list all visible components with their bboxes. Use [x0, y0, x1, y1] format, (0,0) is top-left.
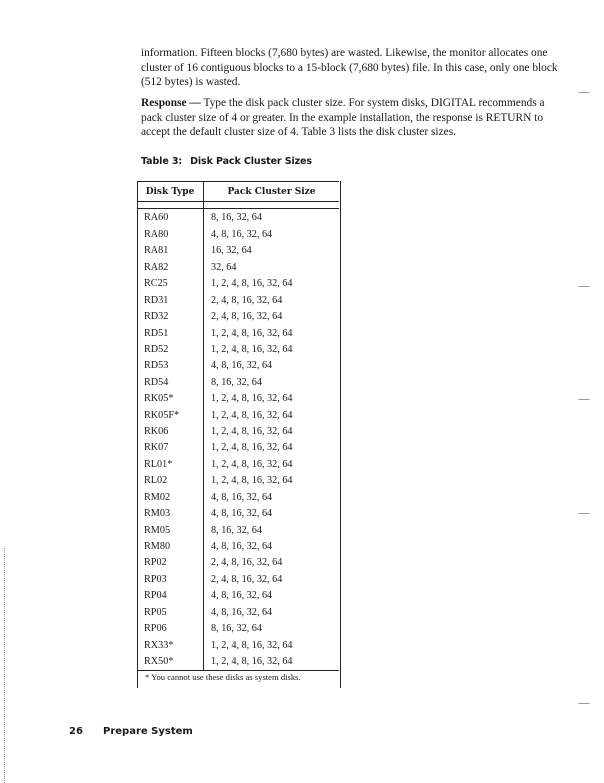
disk-type-cell: RL02 [137, 473, 204, 489]
cluster-size-cell: 2, 4, 8, 16, 32, 64 [211, 294, 283, 306]
table-row [137, 490, 339, 506]
cluster-size-cell: 1, 2, 4, 8, 16, 32, 64 [211, 442, 293, 454]
column-header-cluster-size: Pack Cluster Size [204, 182, 340, 202]
table-caption-number: Table 3: [141, 156, 183, 167]
disk-type-cell: RD31 [137, 293, 204, 309]
cluster-size-cell: 1, 2, 4, 8, 16, 32, 64 [211, 343, 293, 355]
cluster-size-cell: 32, 64 [211, 261, 237, 273]
table-footnote: * You cannot use these disks as system disks. [145, 672, 301, 682]
page-footer [69, 726, 193, 737]
disk-type-cell: RP06 [137, 621, 204, 637]
table-row [137, 358, 339, 374]
disk-type-cell: RK07 [137, 440, 204, 456]
margin-mark: — [578, 392, 590, 406]
cluster-size-cell: 4, 8, 16, 32, 64 [211, 360, 273, 372]
disk-type-cell: RD32 [137, 309, 204, 325]
disk-type-cell: RC25 [137, 276, 204, 292]
cluster-size-cell: 2, 4, 8, 16, 32, 64 [211, 557, 283, 569]
table-row [137, 457, 339, 473]
cluster-size-cell: 16, 32, 64 [211, 245, 252, 257]
response-text: Type the disk pack cluster size. For system disks, DIGITAL recommends a pack cluster size of 4 or greater. In the example installation, the response is RETURN to accept the default cluster size of 4. Table 3 lists the disk cluster sizes. [141, 97, 545, 139]
table-row [137, 260, 339, 276]
margin-mark: — [578, 696, 590, 710]
table-row [137, 473, 339, 489]
cluster-size-cell: 4, 8, 16, 32, 64 [211, 590, 273, 602]
disk-type-cell: RM05 [137, 523, 204, 539]
disk-type-cell: RP05 [137, 605, 204, 621]
cluster-size-cell: 4, 8, 16, 32, 64 [211, 606, 273, 618]
cluster-size-cell: 4, 8, 16, 32, 64 [211, 229, 273, 240]
disk-type-cell: RA80 [137, 227, 204, 243]
column-header-disk-type: Disk Type [137, 182, 204, 202]
cluster-size-cell: 1, 2, 4, 8, 16, 32, 64 [204, 654, 340, 671]
margin-mark: — [578, 279, 590, 293]
cluster-size-cell: 1, 2, 4, 8, 16, 32, 64 [211, 327, 293, 339]
table-row [137, 326, 339, 342]
disk-type-cell: RX50* [137, 654, 204, 671]
disk-type-cell: RL01* [137, 457, 204, 473]
table-row [137, 375, 339, 391]
disk-type-cell: RD52 [137, 342, 204, 358]
cluster-size-cell: 4, 8, 16, 32, 64 [211, 541, 273, 553]
disk-type-cell: RD54 [137, 375, 204, 391]
table-row [137, 506, 339, 522]
cluster-size-cell: 8, 16, 32, 64 [211, 623, 262, 635]
table-row [137, 539, 339, 555]
disk-type-cell: RD51 [137, 326, 204, 342]
cluster-size-cell: 1, 2, 4, 8, 16, 32, 64 [211, 426, 293, 438]
table-row [137, 555, 339, 571]
table-row [137, 342, 339, 358]
table-row [137, 424, 339, 440]
table-row [137, 572, 339, 588]
table-caption [141, 156, 312, 167]
disk-type-cell: RK06 [137, 424, 204, 440]
page-number: 26 [69, 726, 83, 737]
cluster-size-cell: 2, 4, 8, 16, 32, 64 [211, 311, 283, 323]
disk-type-cell: RA81 [137, 243, 204, 259]
disk-type-cell: RX33* [137, 638, 204, 654]
disk-type-cell: RK05F* [137, 408, 204, 424]
table-body [137, 202, 339, 671]
cluster-size-cell: 1, 2, 4, 8, 16, 32, 64 [211, 639, 293, 651]
cluster-size-cell: 8, 16, 32, 64 [211, 524, 262, 536]
cluster-size-cell: 1, 2, 4, 8, 16, 32, 64 [211, 278, 293, 290]
disk-type-cell: RM03 [137, 506, 204, 522]
table-row [137, 243, 339, 259]
disk-type-cell: RP03 [137, 572, 204, 588]
margin-mark: — [578, 85, 590, 99]
disk-type-cell: RM80 [137, 539, 204, 555]
table-caption-title: Disk Pack Cluster Sizes [190, 156, 312, 167]
cluster-size-cell: 4, 8, 16, 32, 64 [211, 491, 273, 503]
table-row [137, 408, 339, 424]
table-row [137, 309, 339, 325]
table-row [137, 605, 339, 621]
table-row [137, 523, 339, 539]
cluster-size-cell: 4, 8, 16, 32, 64 [211, 508, 273, 520]
table-row [137, 293, 339, 309]
table-row [137, 209, 339, 228]
table-row [137, 227, 339, 243]
cluster-size-cell: 8, 16, 32, 64 [211, 212, 262, 223]
response-term: Response — [141, 97, 201, 109]
margin-mark: — [578, 506, 590, 520]
disk-cluster-table [137, 181, 339, 671]
table-row [137, 638, 339, 654]
disk-type-cell: RM02 [137, 490, 204, 506]
disk-type-cell: RA60 [137, 209, 204, 228]
table-header-row [137, 182, 339, 202]
cluster-size-cell: 1, 2, 4, 8, 16, 32, 64 [211, 393, 293, 405]
disk-type-cell: RP04 [137, 588, 204, 604]
disk-type-cell: RD53 [137, 358, 204, 374]
cluster-size-cell: 8, 16, 32, 64 [211, 376, 262, 388]
footer-section-title: Prepare System [103, 726, 193, 737]
disk-type-cell: RK05* [137, 391, 204, 407]
cluster-size-cell: 2, 4, 8, 16, 32, 64 [211, 573, 283, 585]
binding-edge-rule [4, 548, 5, 783]
table-row [137, 588, 339, 604]
disk-type-cell: RP02 [137, 555, 204, 571]
response-paragraph [141, 96, 561, 140]
table-row [137, 391, 339, 407]
disk-type-cell: RA82 [137, 260, 204, 276]
cluster-size-cell: 1, 2, 4, 8, 16, 32, 64 [211, 475, 293, 487]
table-row [137, 276, 339, 292]
table-header-gap [137, 202, 339, 209]
table-row [137, 621, 339, 637]
cluster-size-cell: 1, 2, 4, 8, 16, 32, 64 [211, 458, 293, 470]
cluster-size-cell: 1, 2, 4, 8, 16, 32, 64 [211, 409, 293, 421]
table-row [137, 440, 339, 456]
body-paragraph: information. Fifteen blocks (7,680 bytes) are wasted. Likewise, the monitor allocates one cluster of 16 contiguous blocks to a 15-block (7,680 bytes) file. In this case, only one block (512 bytes) is wasted. [141, 47, 558, 89]
